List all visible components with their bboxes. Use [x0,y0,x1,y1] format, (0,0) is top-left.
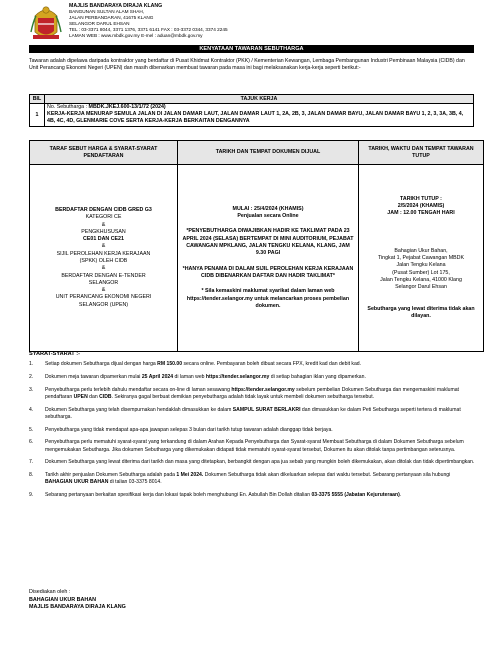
ref-prefix: No. Sebutharga : [47,104,88,110]
org-name: MAJLIS BANDARAYA DIRAJA KLANG [69,3,163,9]
condition-bold: SAMPUL SURAT BERLAKRI [232,406,301,413]
req-line: BERDAFTAR DENGAN CIDB GRED G3 [55,206,152,213]
condition-number: 6. [29,439,34,446]
condition-bold: 1 Mei 2024. [176,472,204,479]
closing-date: 2/5/2024 (KHAMIS) [397,203,445,210]
condition-bold: 25 April 2024 [141,373,174,380]
briefing-notice: *PENYEBUTHARGA DIWAJIBKAN HADIR KE TAKLIMAT PADA 23 APRIL 2024 (SELASA) BERTEMPAT DI MINI AUDITORIUM, PEJABAT CAWANGAN MPKLANG, JALAN TENGKU KELANA, KLANG, JAM 9.30 PAGI [182,228,354,257]
closing-time: JAM : 12.00 TENGAH HARI [387,210,455,217]
req-line: (SPKK) OLEH CIDB [79,258,128,264]
condition-item [29,361,476,368]
address-line: JALAN PERBANDARAN, 41675 KLANG [69,15,154,21]
req-line: PENGKHUSUSAN [81,228,126,235]
req-line: UNIT PERANCANG EKONOMI NEGERI [55,294,152,301]
condition-text: Tarikh akhir penjualan Dokumen Sebutharga adalah pada [45,472,177,479]
req-line: SIJIL PEROLEHAN KERJA KERAJAAN [56,250,151,257]
col-tutup-header: TARIKH, WAKTU DAN TEMPAT TAWARAN TUTUP [359,141,484,165]
condition-item [29,427,476,434]
condition-text: Penyebutharga yang tidak mendapat apa-apa jawapan selepas 3 bulan dari tarikh tutup tawaran adalah dianggap tidak berjaya. [45,426,333,433]
condition-text: Penyebutharga perlu mematuhi syarat-syarat yang terkandung di dalam Arahan Kepada Penyebutharga dan Syarat-syarat Membuat Sebutharga di dalam Dokumen Sebutharga sebelum mengemukakan Sebutharga. Jika dokumen Sebutharga yang dikemukakan didapati tidak mematuhi syarat-syarat tersebut, Dokumen itu akan ditolak tanpa pertimbangan seterusnya. [45,439,464,453]
closing-address-line: Tingkat 1, Pejabat Cawangan MBDK [377,255,465,262]
condition-text: sebelum pembelian Dokumen Sebutharga dan mengemaskini maklumat pendaftaran [45,386,459,400]
closing-address-line: Bahagian Ukur Bahan, [394,247,448,254]
registration-requirements [30,165,178,352]
sale-online: Penjualan secara Online [237,213,299,220]
closing-address-line: Jalan Tengku Kelana, 41000 Klang [380,276,462,283]
req-line: SELANGOR (UPEN) [78,301,129,308]
condition-text: Dokumen meja tawaran dipamerkan mulai [45,373,142,380]
address-line: BANGUNAN SULTAN ALAM SHAH, [69,9,145,15]
prepared-by-org: MAJLIS BANDARAYA DIRAJA KLANG [29,604,126,611]
condition-item [29,439,476,453]
prepared-by-department: BAHAGIAN UKUR BAHAN [29,596,97,603]
closing-address-line: Selangor Darul Ehsan [395,284,447,291]
condition-text: Sebarang pertanyaan berkaitan spesifikasi kerja dan lokasi tapak boleh menghubungi En. Asbullah Bin Dollah ditalian [45,492,312,499]
closing-date-label: TARIKH TUTUP : [400,195,442,202]
col-taraf-header: TARAF SEBUT HARGA & SYARAT-SYARAT PENDAFTARAN [30,141,178,165]
condition-item [29,374,476,381]
col-tajuk-header: TAJUK KERJA [45,95,474,104]
condition-text: Penyebutharga perlu terlebih dahulu mendaftar secara on-line di laman sesawang [45,386,232,393]
closing-details [359,165,484,352]
signature-block [29,589,126,612]
web-email-line: LAMAN WEB : www.mbdk.gov.my E-mel : aduan@mbdk.gov.my [69,33,203,39]
req-line: & [101,287,106,294]
prepared-by-label: Disediakan oleh : [29,589,71,595]
condition-bold: 03-3375 5555 (Jabatan Kejuruteraan) [311,492,400,499]
condition-text: dan [87,393,100,400]
condition-number: 4. [29,406,34,413]
condition-text: di talian 03-3375 8014. [108,479,162,486]
work-title: KERJA-KERJA MENURAP SEMULA JALAN DI JALAN DAMAR LAUT, JALAN DAMAR LAUT 1, 2A, 2B, 3, JALAN DAMAR BAYU, JALAN DAMAR BAYU 1, 2, 3, 3A, 3B, 4, 4B, 4C, 4D, GLENMARIE COVE SERTA KERJA-KERJA BERKAITAN DENGANNYA [47,111,464,125]
tender-link[interactable]: https://tender.selangor.my [205,373,270,380]
req-line: SELANGOR [88,279,119,286]
condition-number: 3. [29,386,34,393]
condition-text: Dokumen Sebutharga tidak akan dikeluarkan selepas dari waktu tersebut. Sebarang pertanyaan sila hubungi [203,472,451,479]
condition-text: di setiap bahagian iklan yang dipamerkan. [269,373,366,380]
sale-details [178,165,359,352]
letterhead-text [69,3,228,40]
condition-number: 8. [29,472,34,479]
condition-number: 5. [29,426,34,433]
condition-text: Dokumen Sebutharga yang telah disempurnakan hendaklah dimasukkan ke dalam [45,406,233,413]
condition-item [29,407,476,421]
closing-address-line: (Pusat Sumber) Lot 175, [392,269,450,276]
req-line: CE01 DAN CE21 [83,236,124,243]
work-title-table [29,94,474,127]
condition-text: . [399,492,402,499]
condition-bold: RM 150.00 [157,361,183,367]
notice-title: KENYATAAN TAWARAN SEBUTHARGA [29,45,474,53]
detail-table [29,140,484,352]
update-company-info: * Sila kemaskini maklumat syarikat dalam laman web https://tender.selangor.my untuk melancarkan proses pembelian dokumen. [186,288,350,309]
req-line: KATEGORI CE [85,214,122,221]
col-dijual-header: TARIKH DAN TEMPAT DOKUMEN DIJUAL [178,141,359,165]
condition-text: Dokumen Sebutharga yang lewat diterima dari tarikh dan masa yang ditetapkan, berbangkit dengan apa jua sebab yang mungkin boleh dikemukakan, akan ditolak dan tidak dipertimbangkan. [45,459,475,466]
address-line: SELANGOR DARUL EHSAN [69,21,130,27]
req-line: & [101,221,106,228]
mbdk-crest-icon [29,2,63,42]
closing-address-line: Jalan Tengku Kelana [396,262,446,269]
req-line: BERDAFTAR DENGAN E-TENDER [61,272,146,279]
condition-text: di laman web [173,373,206,380]
row-number: 1 [30,104,45,127]
condition-item [29,492,476,499]
req-line: & [101,243,106,250]
condition-bold: CIDB [99,393,112,400]
briefing-eligibility: *HANYA PENAMA DI DALAM SIJIL PEROLEHAN KERJA KERAJAAN CIDB DIBENARKAN DAFTAR DAN HADIR TAKLIMAT* [182,265,354,279]
intro-paragraph: Tawaran adalah dipelawa daripada kontraktor yang berdaftar di Pusat Khidmat Kontraktor (PKK) / Kementerian Kewangan, Lembaga Pembangunan Industri Pembinaan Malaysia (CIDB) dan Unit Perancang Ekonomi Negeri (UPEN) dan masih dibenarkan membuat tawaran pada masa ini bagi melaksanakan kerja-kerja seperti berikut:- [29,58,465,72]
late-submission-note: Sebutharga yang lewat diterima tidak akan dilayan. [367,305,475,319]
condition-number: 7. [29,459,34,466]
tel-fax-line: TEL : 03-3371 8044, 3371 1376, 3371 6141 FAX : 03-3372 0344, 3374 2245 [69,27,228,33]
ref-number: MBDK.JKEJ.600-13/1/72 (2024) [88,104,166,110]
tender-link[interactable]: https://tender.selangor.my [231,386,295,393]
condition-number: 1. [29,361,34,367]
condition-number: 9. [29,492,34,499]
sale-start-date: MULAI : 25/4/2024 (KHAMIS) [232,205,304,212]
condition-text: Setiap dokumen Sebutharga dijual dengan harga [45,361,158,367]
col-bil-header: BIL [30,95,45,104]
condition-item [29,472,476,486]
condition-text: . Sekiranya gagal berbuat demikian penyebutharga adalah tidak layak untuk membeli dokumen sebutharga tersebut. [111,393,375,400]
conditions-heading: SYARAT-SYARAT :- [29,351,80,357]
condition-bold: BAHAGIAN UKUR BAHAN [45,479,109,486]
work-description [45,104,474,127]
condition-text: secara online. Pembayaran boleh dibuat secara FPX, kredit kad dan debit kad. [182,361,362,367]
condition-item [29,459,476,466]
req-line: & [101,265,106,272]
condition-text: dan dimasukkan ke dalam Peti Sebutharga seperti tertera di maklumat sebutharga. [45,406,461,420]
condition-bold: UPEN [73,393,88,400]
condition-number: 2. [29,373,34,380]
conditions-list [29,361,476,505]
condition-item [29,387,476,401]
